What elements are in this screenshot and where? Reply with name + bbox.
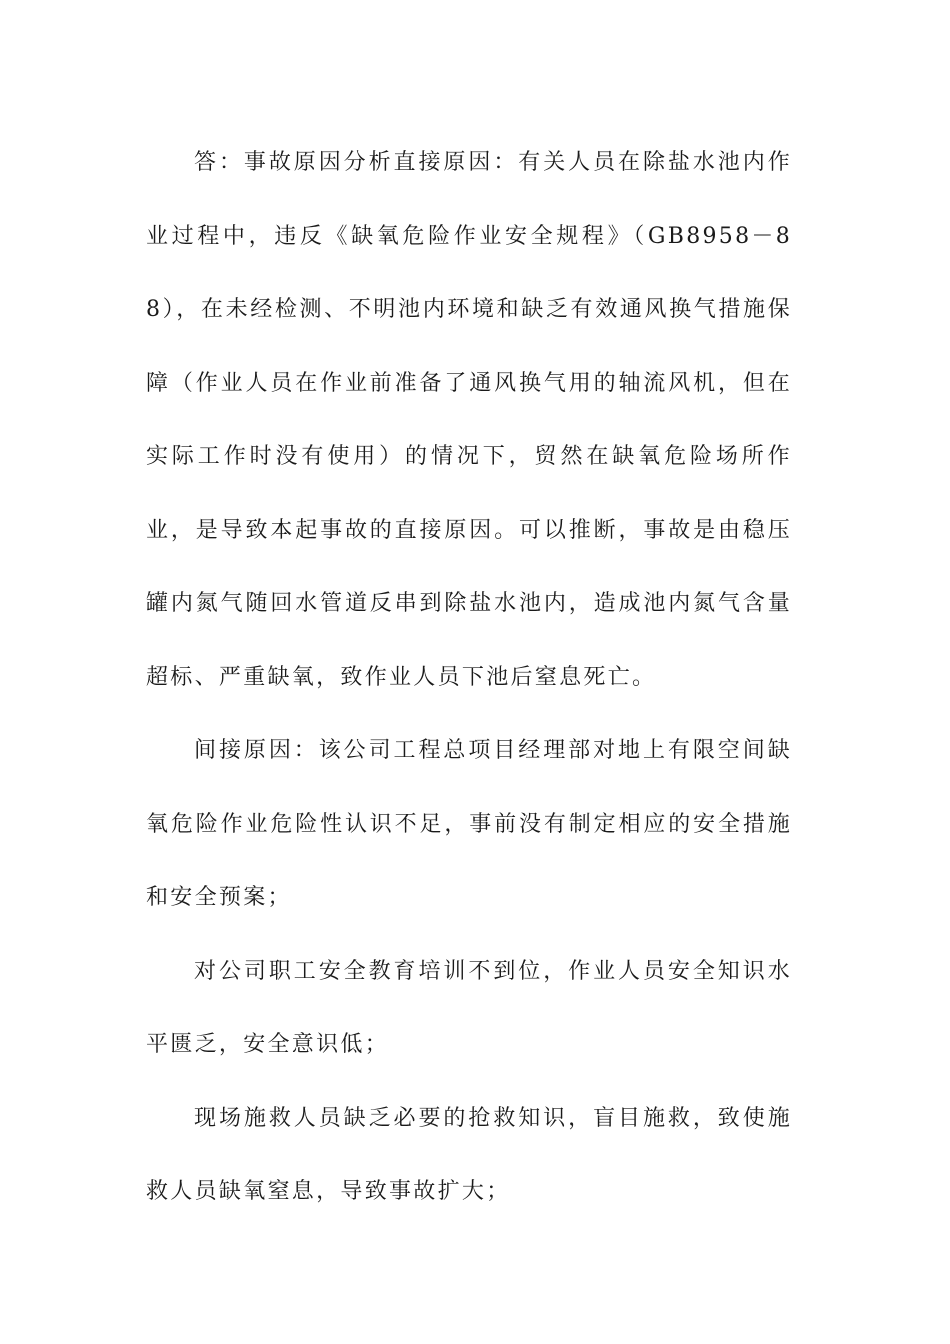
paragraph-indirect-cause: 间接原因：该公司工程总项目经理部对地上有限空间缺氧危险作业危险性认识不足，事前没有制定相应的安全措施和安全预案； [146, 738, 792, 910]
document-body [146, 126, 792, 1229]
paragraph-direct-cause: 答：事故原因分析直接原因：有关人员在除盐水池内作业过程中，违反《缺氧危险作业安全规程》（GB8958－88），在未经检测、不明池内环境和缺乏有效通风换气措施保障（作业人员在作业前准备了通风换气用的轴流风机，但在实际工作时没有使用）的情况下，贸然在缺氧危险场所作业，是导致本起事故的直接原因。可以推断，事故是由稳压罐内氮气随回水管道反串到除盐水池内，造成池内氮气含量超标、严重缺氧，致作业人员下池后窒息死亡。 [146, 150, 792, 690]
paragraph-rescue: 现场施救人员缺乏必要的抢救知识，盲目施救，致使施救人员缺氧窒息，导致事故扩大； [146, 1105, 792, 1204]
paragraph-training: 对公司职工安全教育培训不到位，作业人员安全知识水平匮乏，安全意识低； [146, 958, 792, 1057]
